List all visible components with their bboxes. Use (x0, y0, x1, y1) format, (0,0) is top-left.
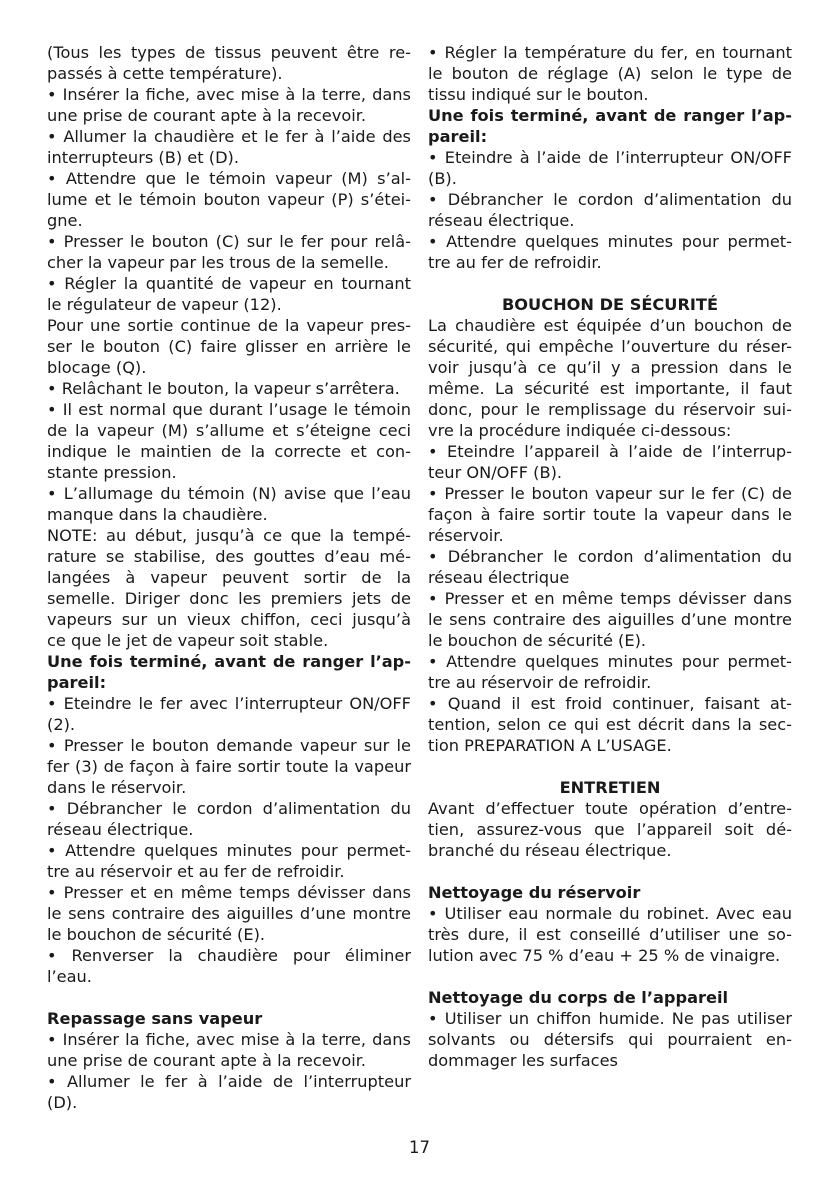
text-line: indique le maintien de la correcte et con- (47, 442, 411, 461)
text-line: cher la vapeur par les trous de la semelle. (47, 253, 389, 272)
text-line: • Presser et en même temps dévisser dans (47, 883, 411, 902)
text-line: réseau électrique (428, 568, 570, 587)
text-line: vre la procédure indiquée ci-dessous: (428, 421, 732, 440)
paragraph-gap (428, 966, 792, 987)
text-line: dommager les surfaces (428, 1051, 618, 1070)
paragraph-gap (428, 273, 792, 294)
text-line: manque dans la chaudière. (47, 505, 268, 524)
text-line: sécurité, qui empêche l’ouverture du réser- (428, 337, 792, 356)
text-line: interrupteurs (B) et (D). (47, 148, 239, 167)
text-line: • Eteindre le fer avec l’interrupteur ON/OFF (47, 694, 411, 713)
text-line: langées à vapeur peuvent sortir de la (47, 568, 411, 587)
text-line: • Régler la quantité de vapeur en tournant (47, 274, 411, 293)
text-line: • Débrancher le cordon d’alimentation du (428, 190, 792, 209)
text-line: • Attendre quelques minutes pour permet- (428, 232, 792, 251)
text-line: tien, assurez-vous que l’appareil soit dé- (428, 820, 792, 839)
text-line: branché du réseau électrique. (428, 841, 672, 860)
paragraph-gap (428, 756, 792, 777)
paragraph-gap (47, 987, 411, 1008)
text-line: teur ON/OFF (B). (428, 463, 563, 482)
text-line: tention, selon ce qui est décrit dans la sec- (428, 715, 792, 734)
text-line: l’eau. (47, 967, 92, 986)
text-line: réseau électrique. (428, 211, 575, 230)
text-line: • Eteindre l’appareil à l’aide de l’interrup- (428, 442, 792, 461)
text-line: • Insérer la fiche, avec mise à la terre, dans (47, 1030, 411, 1049)
text-line: blocage (Q). (47, 358, 147, 377)
text-line: le bouchon de sécurité (E). (428, 631, 647, 650)
text-line: le bouchon de sécurité (E). (47, 925, 266, 944)
subheading-line: Une fois terminé, avant de ranger l’ap- (428, 106, 792, 125)
text-line: même. La sécurité est importante, il faut (428, 379, 792, 398)
text-line: façon à faire sortir toute la vapeur dans le (428, 505, 792, 524)
text-line: une prise de courant apte à la recevoir. (47, 1051, 367, 1070)
text-line: le bouton de réglage (A) selon le type de (428, 64, 792, 83)
text-line: • Régler la température du fer, en tournant (428, 43, 792, 62)
text-line: NOTE: au début, jusqu’à ce que la tempé- (47, 526, 411, 545)
text-line: le régulateur de vapeur (12). (47, 295, 282, 314)
text-line: stante pression. (47, 463, 177, 482)
text-line: Pour une sortie continue de la vapeur pres- (47, 316, 411, 335)
text-line: • Utiliser eau normale du robinet. Avec eau (428, 904, 792, 923)
text-line: réseau électrique. (47, 820, 194, 839)
text-line: réservoir. (428, 526, 504, 545)
left-column (47, 42, 411, 1113)
text-line: ser le bouton (C) faire glisser en arrière le (47, 337, 411, 356)
text-line: (B). (428, 169, 457, 188)
right-column (428, 42, 792, 1071)
text-line: • Presser le bouton demande vapeur sur le (47, 736, 411, 755)
text-line: rature se stabilise, des gouttes d’eau mé- (47, 547, 411, 566)
subheading-line: Nettoyage du corps de l’appareil (428, 988, 729, 1007)
text-line: • L’allumage du témoin (N) avise que l’eau (47, 484, 411, 503)
text-line: ce que le jet de vapeur soit stable. (47, 631, 329, 650)
paragraph-gap (428, 861, 792, 882)
text-line: tre au réservoir de refroidir. (428, 673, 652, 692)
text-line: semelle. Diriger donc les premiers jets de (47, 589, 411, 608)
text-line: dans le réservoir. (47, 778, 187, 797)
section-heading: ENTRETIEN (559, 778, 661, 797)
text-line: tissu indiqué sur le bouton. (428, 85, 649, 104)
text-line: • Attendre quelques minutes pour permet- (428, 652, 792, 671)
text-line: vapeurs sur un vieux chiffon, ceci jusqu’à (47, 610, 411, 629)
text-line: le sens contraire des aiguilles d’une montre (47, 904, 411, 923)
subheading-line: Repassage sans vapeur (47, 1009, 263, 1028)
text-line: donc, pour le remplissage du réservoir sui- (428, 400, 792, 419)
text-line: • Presser et en même temps dévisser dans (428, 589, 792, 608)
text-line: le sens contraire des aiguilles d’une montre (428, 610, 792, 629)
subheading-line: pareil: (47, 673, 107, 692)
text-line: lution avec 75 % d’eau + 25 % de vinaigre. (428, 946, 781, 965)
text-line: gne. (47, 211, 83, 230)
text-line: tion PREPARATION A L’USAGE. (428, 736, 672, 755)
page-number: 17 (409, 1138, 430, 1157)
text-line: de la vapeur (M) s’allume et s’éteigne ceci (47, 421, 411, 440)
text-line: • Presser le bouton vapeur sur le fer (C) de (428, 484, 792, 503)
text-line: • Débrancher le cordon d’alimentation du (428, 547, 792, 566)
subheading-line: Une fois terminé, avant de ranger l’ap- (47, 652, 411, 671)
text-line: • Il est normal que durant l’usage le témoin (47, 400, 411, 419)
text-line: fer (3) de façon à faire sortir toute la vapeur (47, 757, 411, 776)
text-line: • Allumer la chaudière et le fer à l’aide des (47, 127, 411, 146)
text-line: très dure, il est conseillé d’utiliser une so- (428, 925, 792, 944)
section-heading: BOUCHON DE SÉCURITÉ (501, 295, 719, 314)
subheading-line: pareil: (428, 127, 488, 146)
text-line: • Utiliser un chiffon humide. Ne pas utiliser (428, 1009, 792, 1028)
text-line: • Presser le bouton (C) sur le fer pour relâ- (47, 232, 411, 251)
text-line: • Débrancher le cordon d’alimentation du (47, 799, 411, 818)
text-line: tre au réservoir et au fer de refroidir. (47, 862, 345, 881)
text-line: • Eteindre à l’aide de l’interrupteur ON/OFF (428, 148, 792, 167)
text-line: Avant d’effectuer toute opération d’entre- (428, 799, 792, 818)
text-line: une prise de courant apte à la recevoir. (47, 106, 367, 125)
text-line: • Quand il est froid continuer, faisant at- (428, 694, 792, 713)
text-line: • Relâchant le bouton, la vapeur s’arrêtera. (47, 379, 400, 398)
text-line: voir jusqu’à ce qu’il y a pression dans le (428, 358, 792, 377)
text-line: (D). (47, 1093, 78, 1112)
text-line: solvants ou détersifs qui pourraient en- (428, 1030, 792, 1049)
text-line: • Insérer la fiche, avec mise à la terre, dans (47, 85, 411, 104)
text-line: La chaudière est équipée d’un bouchon de (428, 316, 792, 335)
text-line: (Tous les types de tissus peuvent être re- (47, 43, 411, 62)
text-line: • Attendre quelques minutes pour permet- (47, 841, 411, 860)
text-line: • Renverser la chaudière pour éliminer (47, 946, 411, 965)
text-line: tre au fer de refroidir. (428, 253, 602, 272)
text-line: passés à cette température). (47, 64, 283, 83)
text-line: • Allumer le fer à l’aide de l’interrupteur (47, 1072, 411, 1091)
text-line: (2). (47, 715, 76, 734)
text-line: • Attendre que le témoin vapeur (M) s’al- (47, 169, 411, 188)
subheading-line: Nettoyage du réservoir (428, 883, 641, 902)
text-line: lume et le témoin bouton vapeur (P) s’étei- (47, 190, 411, 209)
